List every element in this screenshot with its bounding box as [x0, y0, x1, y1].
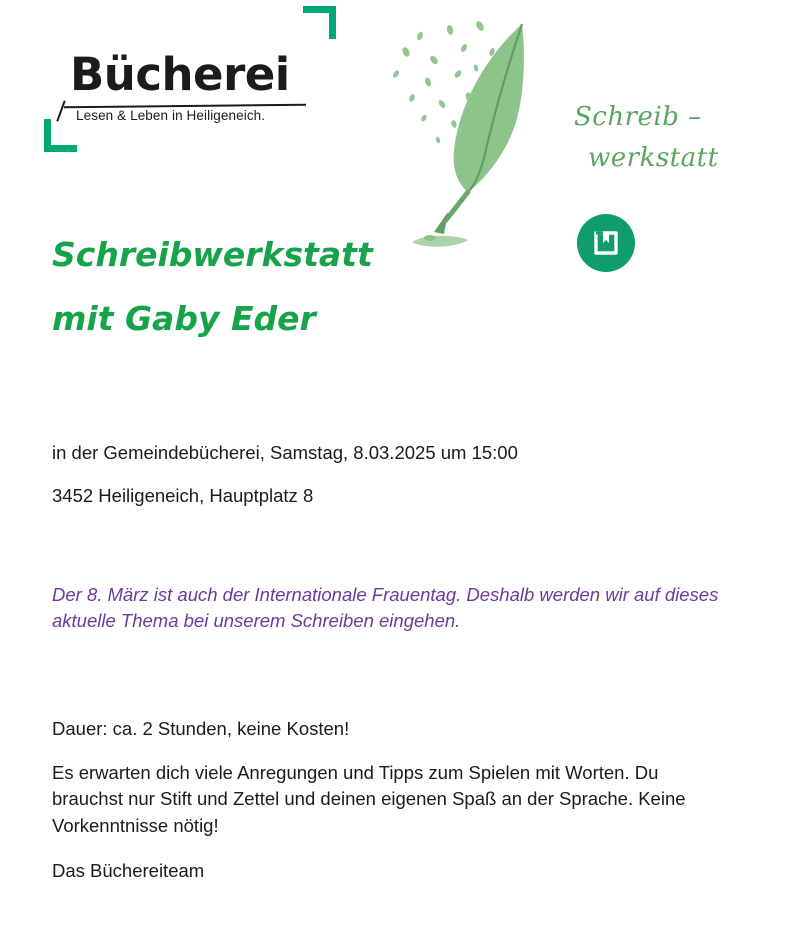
logo-tagline: Lesen & Leben in Heiligeneich.	[76, 108, 266, 123]
event-where: 3452 Heiligeneich, Hauptplatz 8	[52, 484, 314, 506]
event-description: Es erwarten dich viele Anregungen und Tipps zum Spielen mit Worten. Du brauchst nur Stift und Zettel und deinen eigenen Spaß an der Sprache. Keine Vorkenntnisse nötig!	[52, 761, 686, 836]
script-logo-line-1: Schreib –	[574, 102, 702, 132]
logo-corner-bracket-bottom-left-icon	[44, 119, 77, 152]
womens-day-note: Der 8. März ist auch der Internationale Frauentag. Deshalb werden wir auf dieses aktuelle Thema bei unserem Schreiben eingehen.	[52, 583, 719, 631]
event-duration: Dauer: ca. 2 Stunden, keine Kosten!	[52, 718, 350, 740]
page-title-line-1: Schreibwerkstatt	[52, 235, 373, 274]
logo-corner-bracket-top-right-icon	[303, 6, 336, 39]
poster-body	[52, 440, 742, 885]
bookmark-square-icon	[577, 214, 635, 272]
quill-feather-icon	[372, 8, 572, 253]
page-title	[52, 235, 373, 338]
script-logo-line-2: werkstatt	[588, 143, 719, 174]
event-when: in der Gemeindebücherei, Samstag, 8.03.2025 um 15:00	[52, 442, 518, 463]
logo-wordmark: Bücherei	[70, 48, 290, 101]
library-logo	[52, 22, 322, 142]
schreibwerkstatt-script-logo	[566, 104, 731, 194]
page-title-line-2: mit Gaby Eder	[52, 299, 316, 338]
signature: Das Büchereiteam	[52, 859, 205, 881]
